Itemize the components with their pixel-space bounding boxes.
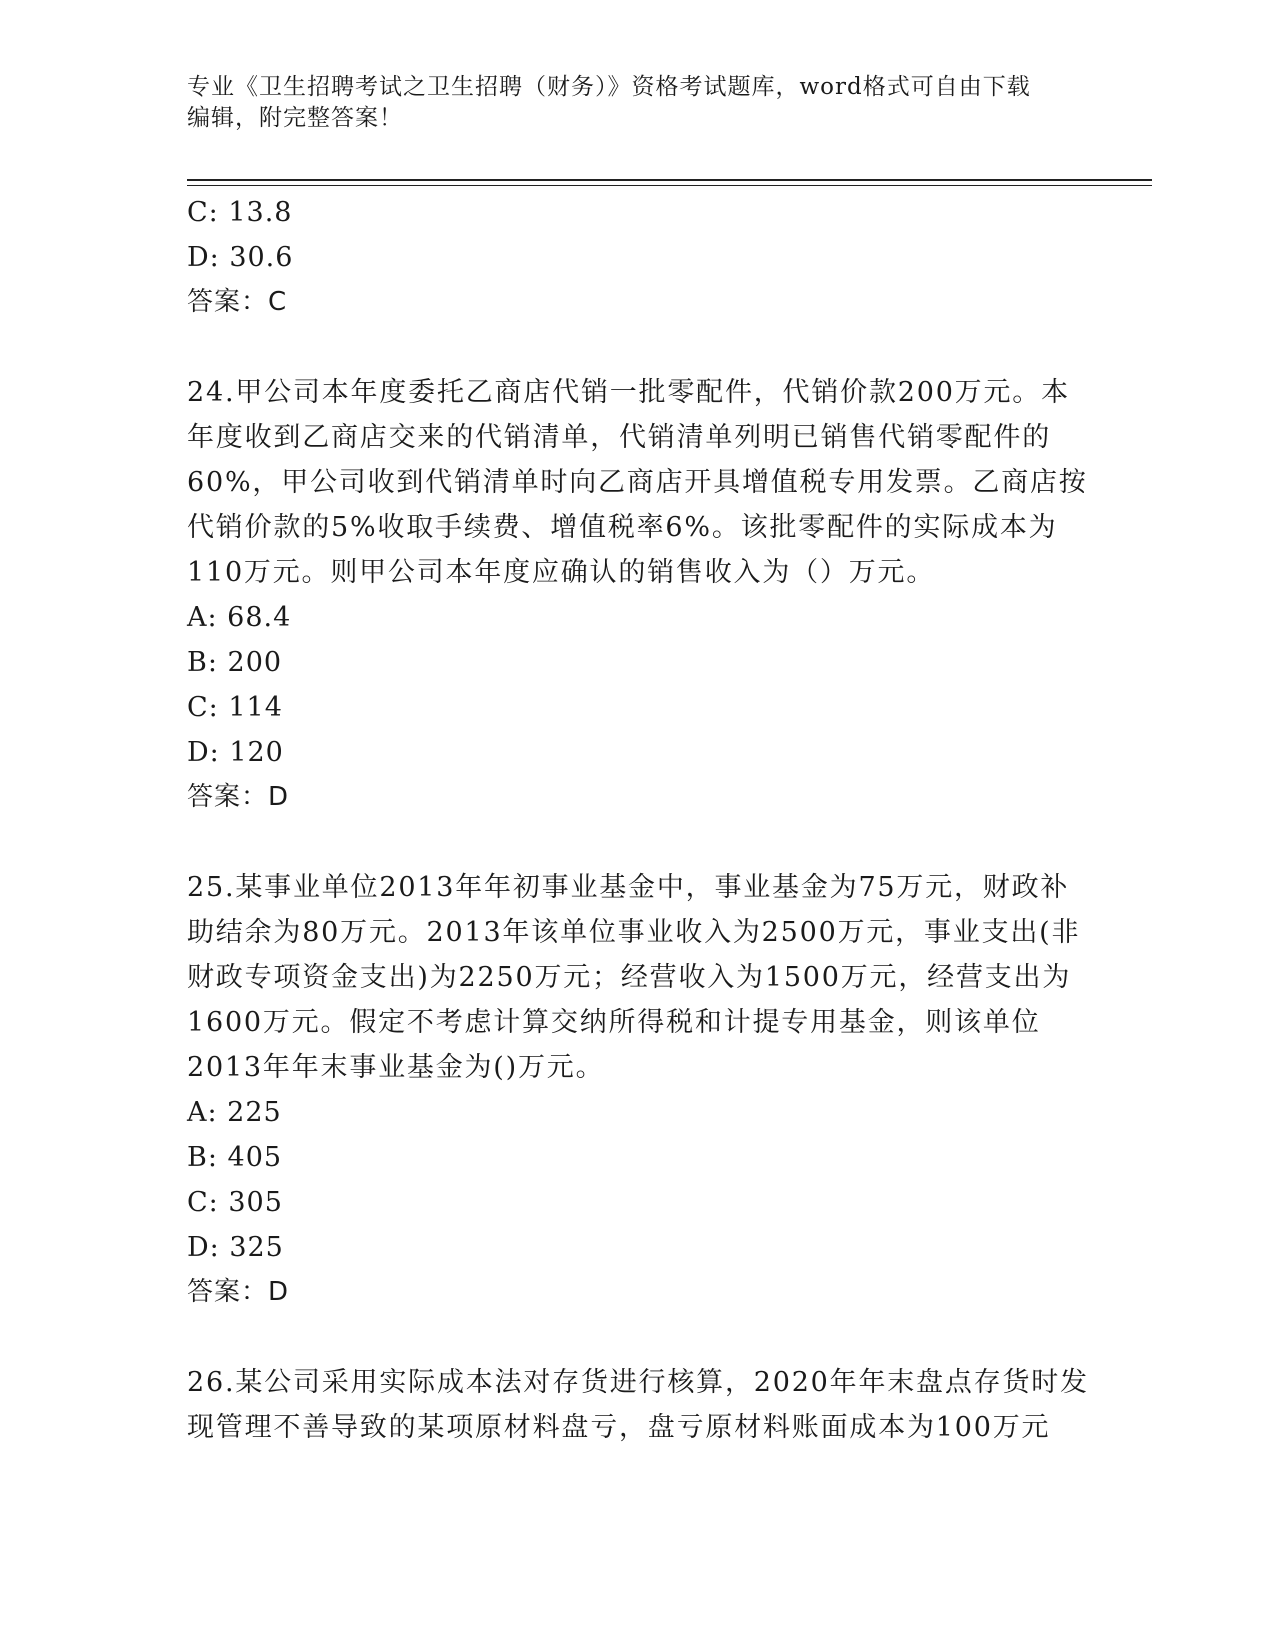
question-text-line: 财政专项资金支出)为2250万元；经营收入为1500万元，经营支出为 bbox=[187, 962, 1072, 993]
option-a: A: 68.4 bbox=[187, 602, 292, 633]
option-c: C: 114 bbox=[187, 692, 283, 723]
spacer bbox=[187, 325, 1087, 370]
question-text-line: 2013年年末事业基金为()万元。 bbox=[187, 1052, 605, 1083]
answer-line: 答案：C bbox=[187, 287, 288, 317]
question-text-line: 1600万元。假定不考虑计算交纳所得税和计提专用基金，则该单位 bbox=[187, 1007, 1041, 1038]
question-text-line: 24.甲公司本年度委托乙商店代销一批零配件，代销价款200万元。本 bbox=[187, 377, 1070, 408]
question-25 bbox=[187, 865, 1087, 1315]
answer-line: 答案：D bbox=[187, 1277, 290, 1307]
question-content bbox=[187, 190, 1087, 1450]
question-24 bbox=[187, 370, 1087, 820]
option-d: D: 325 bbox=[187, 1232, 284, 1263]
question-text-line: 26.某公司采用实际成本法对存货进行核算，2020年年末盘点存货时发 bbox=[187, 1367, 1089, 1398]
header-divider-thick bbox=[187, 179, 1152, 181]
question-text-line: 25.某事业单位2013年年初事业基金中，事业基金为75万元，财政补 bbox=[187, 872, 1070, 903]
option-b: B: 405 bbox=[187, 1142, 283, 1173]
option-c: C: 13.8 bbox=[187, 197, 293, 228]
option-d: D: 120 bbox=[187, 737, 284, 768]
option-d: D: 30.6 bbox=[187, 242, 294, 273]
option-a: A: 225 bbox=[187, 1097, 282, 1128]
question-text-line: 110万元。则甲公司本年度应确认的销售收入为（）万元。 bbox=[187, 557, 936, 588]
spacer bbox=[187, 820, 1087, 865]
answer-line: 答案：D bbox=[187, 782, 290, 812]
option-c: C: 305 bbox=[187, 1187, 283, 1218]
question-text-line: 代销价款的5%收取手续费、增值税率6%。该批零配件的实际成本为 bbox=[187, 512, 1058, 543]
question-text-line: 年度收到乙商店交来的代销清单，代销清单列明已销售代销零配件的 bbox=[187, 422, 1051, 453]
header-line-2: 编辑，附完整答案！ bbox=[187, 105, 403, 131]
question-text-line: 现管理不善导致的某项原材料盘亏，盘亏原材料账面成本为100万元 bbox=[187, 1412, 1051, 1443]
spacer bbox=[187, 1315, 1087, 1360]
option-b: B: 200 bbox=[187, 647, 283, 678]
question-text-line: 60%，甲公司收到代销清单时向乙商店开具增值税专用发票。乙商店按 bbox=[187, 467, 1088, 498]
document-header bbox=[187, 72, 1087, 134]
header-divider-thin bbox=[187, 185, 1152, 186]
question-26 bbox=[187, 1360, 1087, 1450]
header-line-1: 专业《卫生招聘考试之卫生招聘（财务）》资格考试题库，word格式可自由下载 bbox=[187, 74, 1031, 100]
question-23 bbox=[187, 190, 1087, 325]
question-text-line: 助结余为80万元。2013年该单位事业收入为2500万元，事业支出(非 bbox=[187, 917, 1081, 948]
